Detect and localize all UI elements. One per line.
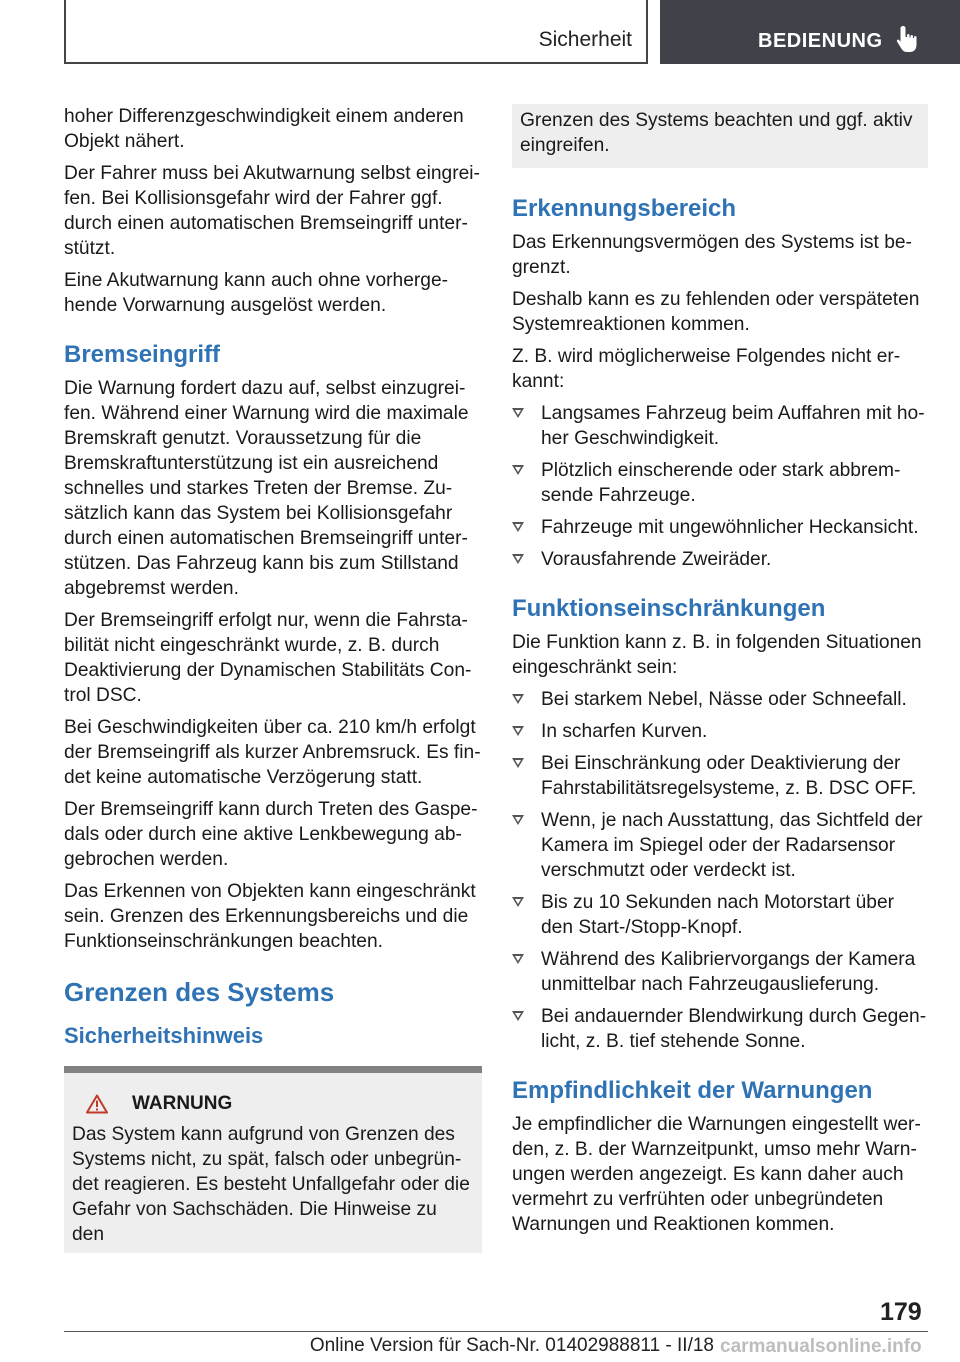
list-item: Wenn, je nach Ausstattung, das Sichtfeld der Kamera im Spiegel oder der Radarsensor verschmutzt oder verdeckt ist. — [512, 808, 928, 883]
warning-label: WARNUNG — [132, 1093, 233, 1114]
list-item: Bei starkem Nebel, Nässe oder Schneefall. — [512, 687, 928, 712]
paragraph: Der Fahrer muss bei Akutwarnung selbst eingreifen. Bei Kollisionsgefahr wird der Fahrer ggf. durch einen automatischen Bremseingriff unterstützt. — [64, 163, 480, 259]
header-section-title: Sicherheit — [538, 28, 632, 51]
list-item: In scharfen Kurven. — [512, 719, 928, 744]
paragraph: Die Funktion kann z. B. in folgenden Situationen eingeschränkt sein: — [512, 632, 922, 678]
paragraph: Deshalb kann es zu fehlenden oder verspäteten Systemreaktionen kommen. — [512, 289, 920, 335]
header-chapter-title: BEDIENUNG — [758, 30, 883, 52]
page-number: 179 — [880, 1298, 922, 1326]
heading-grenzen-des-systems: Grenzen des Systems — [64, 977, 335, 1007]
paragraph: Eine Akutwarnung kann auch ohne vorhergehende Vorwarnung ausgelöst werden. — [64, 270, 449, 316]
warning-box — [64, 1066, 482, 1253]
triangle-bullet-icon — [512, 954, 524, 964]
list-item: Bis zu 10 Sekunden nach Motorstart über den Start-/Stopp-Knopf. — [512, 890, 928, 940]
triangle-bullet-icon — [512, 522, 524, 532]
heading-sicherheitshinweis: Sicherheitshinweis — [64, 1023, 264, 1048]
header-section-box — [64, 0, 648, 64]
list-item: Bei andauernder Blendwirkung durch Gegenlicht, z. B. tief stehende Sonne. — [512, 1004, 928, 1054]
paragraph: Der Bremseingriff erfolgt nur, wenn die Fahrstabilität nicht eingeschränkt wurde, z. B. durch Deaktivierung der Dynamischen Stabilitäts Control DSC. — [64, 610, 472, 706]
paragraph: hoher Differenzgeschwindigkeit einem anderen Objekt nähert. — [64, 106, 464, 152]
triangle-bullet-icon — [512, 408, 524, 418]
list-item: Während des Kalibriervorgangs der Kamera unmittelbar nach Fahrzeugauslieferung. — [512, 947, 928, 997]
list-item: Vorausfahrende Zweiräder. — [512, 547, 928, 572]
paragraph: Die Warnung fordert dazu auf, selbst einzugreifen. Während einer Warnung wird die maximale Bremskraft genutzt. Voraussetzung für die Bremskraftunterstützung ist ein ausreichend schnelles und starkes Treten der Bremse. Zusätzlich kann das System bei Kollisionsgefahr durch einen automatischen Bremseingriff unterstützen. Das Fahrzeug kann bis zum Stillstand abgebremst werden. — [64, 378, 469, 599]
paragraph: Das Erkennen von Objekten kann eingeschränkt sein. Grenzen des Erkennungsbereichs und die Funktionseinschränkungen beachten. — [64, 881, 476, 952]
right-column — [512, 104, 928, 1244]
heading-bremseingriff: Bremseingriff — [64, 341, 221, 368]
footer-divider — [64, 1331, 928, 1332]
list-item: Plötzlich einscherende oder stark abbremsende Fahrzeuge. — [512, 458, 928, 508]
funktionseinschraenkungen-list — [512, 687, 928, 1054]
warning-title — [86, 1091, 474, 1116]
triangle-bullet-icon — [512, 554, 524, 564]
paragraph: Bei Geschwindigkeiten über ca. 210 km/h erfolgt der Bremseingriff als kurzer Anbremsruck. Es findet keine automatische Verzögerung statt. — [64, 717, 481, 788]
warning-text-continued: Grenzen des Systems beachten und ggf. aktiv eingreifen. — [520, 110, 913, 156]
left-column — [64, 104, 482, 1253]
heading-funktionseinschraenkungen: Funktionseinschränkungen — [512, 595, 826, 622]
paragraph: Das Erkennungsvermögen des Systems ist begrenzt. — [512, 232, 912, 278]
paragraph: Je empfindlicher die Warnungen eingestellt werden, z. B. der Warnzeitpunkt, umso mehr Warnungen werden angezeigt. Es kann daher auch vermehrt zu verfrühten oder unbegründeten Warnungen und Reaktionen kommen. — [512, 1114, 921, 1235]
paragraph: Z. B. wird möglicherweise Folgendes nicht erkannt: — [512, 346, 901, 392]
list-item: Langsames Fahrzeug beim Auffahren mit hoher Geschwindigkeit. — [512, 401, 928, 451]
erkennungsbereich-list — [512, 401, 928, 572]
warning-text: Das System kann aufgrund von Grenzen des Systems nicht, zu spät, falsch oder unbegründet reagieren. Es besteht Unfallgefahr oder die Gefahr von Sachschäden. Die Hinweise zu den — [72, 1124, 470, 1245]
list-item: Bei Einschränkung oder Deaktivierung der Fahrstabilitätsregelsysteme, z. B. DSC OFF. — [512, 751, 928, 801]
triangle-bullet-icon — [512, 726, 524, 736]
heading-empfindlichkeit: Empfindlichkeit der Warnungen — [512, 1077, 873, 1104]
list-item: Fahrzeuge mit ungewöhnlicher Heckansicht. — [512, 515, 928, 540]
footer-watermark: carmanualsonline.info — [720, 1336, 922, 1357]
footer-online-version: Online Version für Sach-Nr. 01402988811 - II/18 — [309, 1335, 714, 1356]
paragraph: Der Bremseingriff kann durch Treten des Gaspedals oder durch eine aktive Lenkbewegung abgebrochen werden. — [64, 799, 478, 870]
warning-box-continued — [512, 104, 928, 168]
triangle-bullet-icon — [512, 694, 524, 704]
heading-erkennungsbereich: Erkennungsbereich — [512, 195, 737, 222]
triangle-bullet-icon — [512, 465, 524, 475]
warning-triangle-icon — [86, 1094, 108, 1114]
triangle-bullet-icon — [512, 758, 524, 768]
header-chapter-tab — [660, 0, 960, 64]
hand-pointer-icon — [894, 24, 922, 54]
triangle-bullet-icon — [512, 815, 524, 825]
triangle-bullet-icon — [512, 897, 524, 907]
triangle-bullet-icon — [512, 1011, 524, 1021]
